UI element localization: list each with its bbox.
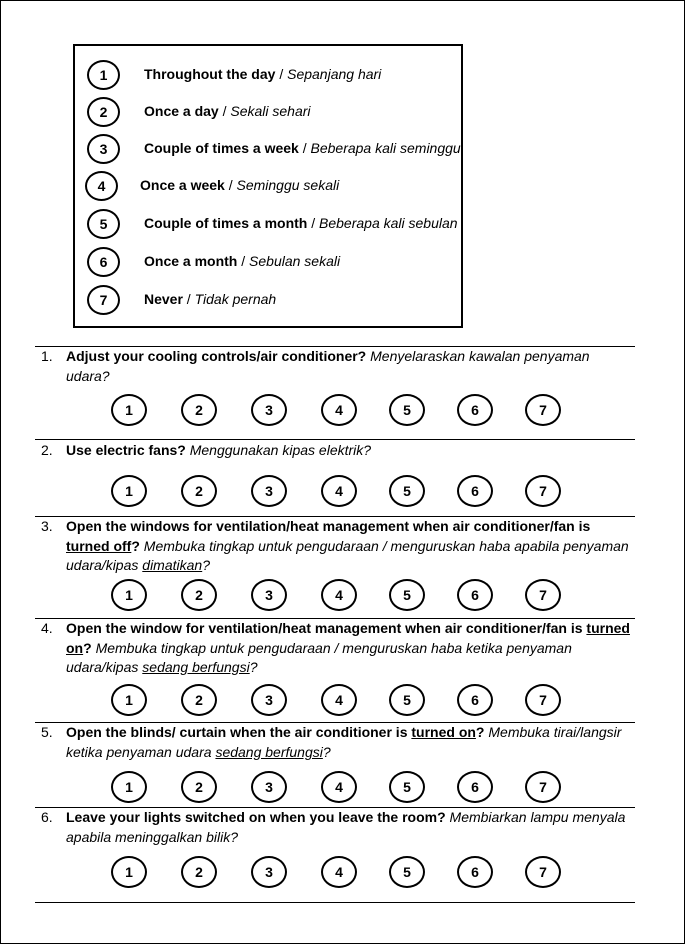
scale-option-5[interactable]: 5 — [389, 684, 425, 716]
emphasis-text: turned on — [411, 724, 476, 740]
legend-label-en: Once a week — [140, 177, 225, 193]
question-number: 2. — [41, 442, 53, 458]
question-text — [66, 517, 631, 576]
question-en: Open the window for ventilation/heat management when air conditioner/fan is — [66, 620, 587, 636]
scale-option-1[interactable]: 1 — [111, 579, 147, 611]
divider — [35, 902, 635, 903]
divider — [35, 439, 635, 440]
scale-option-7[interactable]: 7 — [525, 684, 561, 716]
scale-option-3[interactable]: 3 — [251, 684, 287, 716]
scale-option-4[interactable]: 4 — [321, 771, 357, 803]
emphasis-text: sedang berfungsi — [215, 743, 323, 760]
scale-option-4[interactable]: 4 — [321, 579, 357, 611]
emphasis-text: dimatikan — [142, 557, 203, 573]
question-text — [66, 347, 631, 386]
legend-label-en: Never — [144, 291, 183, 307]
scale-option-6[interactable]: 6 — [457, 856, 493, 888]
scale-option-1[interactable]: 1 — [111, 475, 147, 507]
question-ms: ? — [202, 557, 210, 573]
scale-option-7[interactable]: 7 — [525, 856, 561, 888]
legend-label-ms: Tidak pernah — [194, 291, 277, 307]
question-en: Open the windows for ventilation/heat management when air conditioner/fan is — [66, 518, 591, 534]
question-ms: Membiarkan lampu menyala apabila meninggalkan bilik? — [66, 809, 626, 845]
question-en: ? — [131, 537, 140, 554]
legend-number: 2 — [87, 97, 120, 127]
legend-row: 3 Couple of times a week / Beberapa kali seminggu — [75, 134, 461, 164]
legend-number: 1 — [87, 60, 120, 90]
legend-label-ms: Beberapa kali sebulan — [319, 215, 458, 231]
legend-row: 2 Once a day / Sekali sehari — [75, 97, 461, 127]
scale-option-3[interactable]: 3 — [251, 856, 287, 888]
scale-option-4[interactable]: 4 — [321, 394, 357, 426]
scale-option-7[interactable]: 7 — [525, 579, 561, 611]
legend-number: 7 — [87, 285, 120, 315]
scale-option-3[interactable]: 3 — [251, 579, 287, 611]
scale-option-4[interactable]: 4 — [321, 856, 357, 888]
scale-option-3[interactable]: 3 — [251, 475, 287, 507]
question-ms: Membuka tingkap untuk pengudaraan / menguruskan haba apabila penyaman udara/kipas — [66, 537, 629, 573]
question-ms: ? — [249, 659, 258, 675]
scale-option-5[interactable]: 5 — [389, 856, 425, 888]
scale-option-3[interactable]: 3 — [251, 394, 287, 426]
scale-option-5[interactable]: 5 — [389, 579, 425, 611]
question-text — [66, 441, 631, 461]
scale-option-4[interactable]: 4 — [321, 684, 357, 716]
answer-scale — [1, 579, 685, 611]
scale-option-6[interactable]: 6 — [457, 475, 493, 507]
scale-option-2[interactable]: 2 — [181, 684, 217, 716]
scale-option-1[interactable]: 1 — [111, 684, 147, 716]
question-ms: Menyelaraskan kawalan penyaman udara? — [66, 348, 590, 384]
legend-label-en: Once a month — [144, 253, 238, 269]
scale-option-6[interactable]: 6 — [457, 579, 493, 611]
question-ms: Membuka tingkap untuk pengudaraan / menguruskan haba ketika penyaman udara/kipas — [66, 639, 572, 675]
legend-number: 4 — [85, 171, 118, 201]
question-en: ? — [83, 639, 92, 656]
question-number: 1. — [41, 348, 53, 364]
legend-label-en: Couple of times a week — [144, 140, 299, 156]
question-en: Leave your lights switched on when you leave the room? — [66, 809, 446, 825]
legend-label-ms: Sekali sehari — [230, 103, 311, 119]
legend-label-ms: Seminggu sekali — [236, 177, 340, 193]
scale-option-1[interactable]: 1 — [111, 856, 147, 888]
answer-scale — [1, 475, 685, 507]
emphasis-text: turned off — [66, 537, 132, 554]
question-en: ? — [475, 724, 485, 740]
legend-row: 5 Couple of times a month / Beberapa kali sebulan — [75, 209, 461, 239]
legend-row: 6 Once a month / Sebulan sekali — [75, 247, 461, 277]
question-ms: Membuka tirai/langsir ketika penyaman udara — [66, 724, 622, 760]
legend-row: 7 Never / Tidak pernah — [75, 285, 461, 315]
legend-label-en: Once a day — [144, 103, 219, 119]
scale-option-3[interactable]: 3 — [251, 771, 287, 803]
question-number: 6. — [41, 809, 53, 825]
legend-label-ms: Sebulan sekali — [249, 253, 341, 269]
scale-option-2[interactable]: 2 — [181, 475, 217, 507]
question-en: Adjust your cooling controls/air conditioner? — [66, 348, 367, 364]
question-number: 3. — [41, 518, 53, 534]
scale-option-6[interactable]: 6 — [457, 684, 493, 716]
scale-option-2[interactable]: 2 — [181, 856, 217, 888]
scale-option-7[interactable]: 7 — [525, 394, 561, 426]
scale-option-6[interactable]: 6 — [457, 771, 493, 803]
answer-scale — [1, 684, 685, 716]
scale-option-7[interactable]: 7 — [525, 771, 561, 803]
scale-option-7[interactable]: 7 — [525, 475, 561, 507]
scale-option-1[interactable]: 1 — [111, 394, 147, 426]
answer-scale — [1, 771, 685, 803]
legend-number: 5 — [87, 209, 120, 239]
question-number: 5. — [41, 724, 53, 740]
legend-number: 6 — [87, 247, 120, 277]
question-ms: ? — [322, 743, 331, 760]
scale-option-5[interactable]: 5 — [389, 475, 425, 507]
legend-label-en: Couple of times a month — [144, 215, 308, 231]
scale-option-4[interactable]: 4 — [321, 475, 357, 507]
legend-label-ms: Sepanjang hari — [287, 66, 382, 82]
scale-option-2[interactable]: 2 — [181, 394, 217, 426]
legend-label-en: Throughout the day — [144, 66, 276, 82]
scale-option-5[interactable]: 5 — [389, 394, 425, 426]
question-text — [66, 723, 631, 762]
question-number: 4. — [41, 620, 53, 636]
question-en: Use electric fans? — [66, 442, 186, 458]
emphasis-text: sedang berfungsi — [142, 659, 250, 675]
scale-option-2[interactable]: 2 — [181, 771, 217, 803]
answer-scale — [1, 394, 685, 426]
question-text — [66, 808, 631, 847]
scale-option-2[interactable]: 2 — [181, 579, 217, 611]
answer-scale — [1, 856, 685, 888]
scale-option-5[interactable]: 5 — [389, 771, 425, 803]
question-text — [66, 619, 631, 678]
scale-option-6[interactable]: 6 — [457, 394, 493, 426]
question-en: Open the blinds/ curtain when the air conditioner is — [66, 724, 412, 740]
legend-row: 1 Throughout the day / Sepanjang hari — [75, 60, 461, 90]
frequency-legend-box — [73, 44, 463, 328]
legend-label-ms: Beberapa kali seminggu — [310, 140, 461, 156]
legend-row: 4 Once a week / Seminggu sekali — [75, 171, 461, 201]
question-ms: Menggunakan kipas elektrik? — [189, 442, 372, 458]
legend-number: 3 — [87, 134, 120, 164]
emphasis-text: turned on — [66, 620, 630, 656]
scale-option-1[interactable]: 1 — [111, 771, 147, 803]
